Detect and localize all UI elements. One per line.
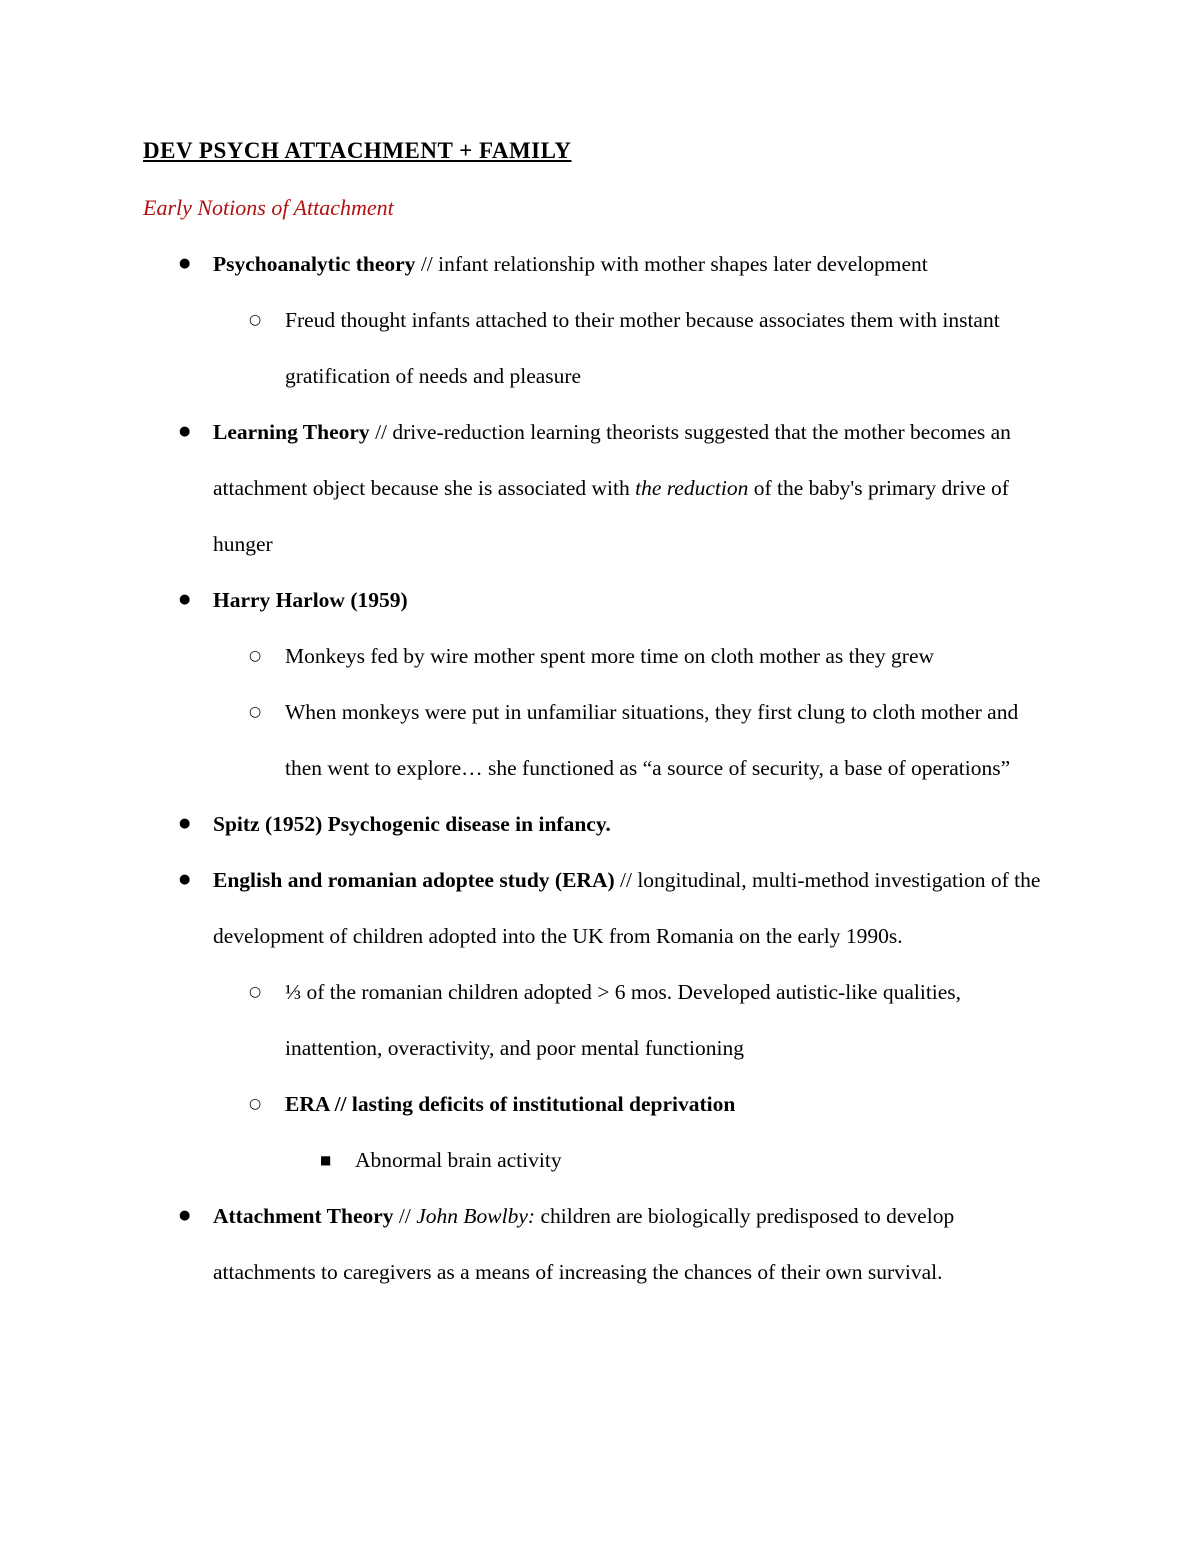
text-segment: Psychoanalytic theory	[213, 252, 421, 276]
bullet-icon: ●	[179, 816, 191, 831]
document-title: DEV PSYCH ATTACHMENT + FAMILY	[143, 138, 572, 163]
circle-icon: ○	[249, 1096, 262, 1112]
list-item	[143, 852, 1060, 964]
circle-icon: ○	[249, 984, 262, 1000]
text-segment: // infant relationship with mother shapes later development	[420, 252, 928, 276]
text-segment: //	[398, 1204, 417, 1228]
list-item	[143, 1188, 1060, 1300]
bullet-icon: ●	[179, 256, 191, 271]
text-segment: children are biologically predisposed to develop attachments to caregivers as a means of increasing the chances of their own survival.	[213, 1204, 955, 1284]
text-segment: Monkeys fed by wire mother spent more time on cloth mother as they grew	[285, 644, 935, 668]
list-item-text	[285, 1092, 735, 1116]
list-item	[143, 684, 1060, 796]
text-segment: ERA // lasting deficits of institutional deprivation	[285, 1092, 736, 1116]
list-item	[143, 1132, 1060, 1188]
list-item	[143, 292, 1060, 404]
list-item-text	[285, 308, 1000, 388]
list-item	[143, 236, 1060, 292]
text-segment: of the baby's primary drive of hunger	[213, 476, 1009, 556]
list-item	[143, 796, 1060, 852]
section-heading: Early Notions of Attachment	[143, 195, 394, 220]
text-segment: Harry Harlow (1959)	[213, 588, 408, 612]
text-segment: // longitudinal, multi-method investigation of the development of children adopted into the UK from Romania on the early 1990s.	[213, 868, 1041, 948]
list-item-text	[355, 1148, 562, 1172]
text-segment: When monkeys were put in unfamiliar situations, they first clung to cloth mother and then went to explore… she functioned as “a source of security, a base of operations”	[285, 700, 1019, 780]
list-item-text	[285, 980, 961, 1060]
text-segment: John Bowlby:	[416, 1204, 536, 1228]
list-item-text	[213, 420, 1011, 556]
list-item	[143, 572, 1060, 628]
list-item-text	[213, 1204, 954, 1284]
list-item	[143, 964, 1060, 1076]
list-item-text	[285, 700, 1018, 780]
circle-icon: ○	[249, 312, 262, 328]
list-item	[143, 404, 1060, 572]
list-item-text	[285, 644, 934, 668]
bullet-icon: ●	[179, 424, 191, 439]
list-item-text	[213, 868, 1040, 948]
square-icon: ■	[320, 1153, 332, 1167]
circle-icon: ○	[249, 648, 262, 664]
list-item	[143, 628, 1060, 684]
bullet-icon: ●	[179, 872, 191, 887]
text-segment: ⅓ of the romanian children adopted > 6 mos. Developed autistic-like qualities, inattention, overactivity, and poor mental functioning	[285, 980, 962, 1060]
list-item-text	[213, 252, 928, 276]
text-segment: Freud thought infants attached to their mother because associates them with instant gratification of needs and pleasure	[285, 308, 1000, 388]
notes-list	[143, 236, 1060, 1300]
list-item-text	[213, 812, 611, 836]
text-segment: Attachment Theory	[213, 1204, 399, 1228]
list-item	[143, 1076, 1060, 1132]
circle-icon: ○	[249, 704, 262, 720]
text-segment: // drive-reduction learning theorists suggested that the mother becomes an attachment object because she is associated with	[213, 420, 1011, 500]
text-segment: the reduction	[635, 476, 749, 500]
text-segment: English and romanian adoptee study (ERA)	[213, 868, 620, 892]
bullet-icon: ●	[179, 592, 191, 607]
text-segment: Spitz (1952) Psychogenic disease in infancy.	[213, 812, 611, 836]
bullet-icon: ●	[179, 1208, 191, 1223]
list-item-text	[213, 588, 408, 612]
text-segment: Abnormal brain activity	[355, 1148, 562, 1172]
text-segment: Learning Theory	[213, 420, 376, 444]
